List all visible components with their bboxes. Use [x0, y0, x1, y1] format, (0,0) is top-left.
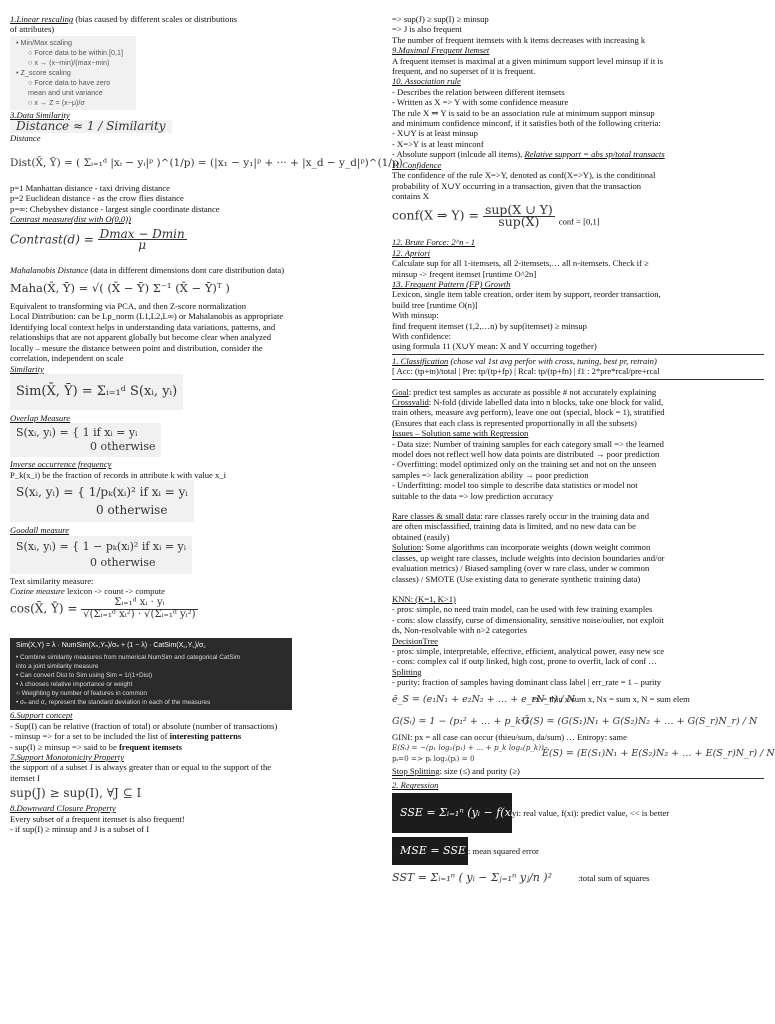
formula-lhs: cos(X̄, Ȳ) = — [10, 601, 78, 616]
bullet-item: • Combine similarity measures from numerical NumSim and categorical CatSim — [16, 654, 241, 662]
text-line: locally – mesure the distance between point and distribution, consider the — [10, 342, 263, 353]
metrics-line: [ Acc: (tp+tn)/total | Pre: tp/(tp+fp) | Rcal: tp/(tp+fn) | f1 : 2*pre*rcal/pre+rcal — [392, 366, 660, 377]
text-line: The number of frequent itemsets with k items decreases with increasing k — [392, 34, 646, 45]
confidence-fraction — [483, 202, 555, 229]
goodall-formula — [10, 536, 192, 574]
text-line: - sup(I) ≥ minsup => said to be frequent itemsets — [10, 741, 183, 752]
text-line: Goal: predict test samples as accurate as possible # not accurately explaining — [392, 386, 657, 397]
cosine-formula — [10, 596, 378, 636]
text-line: find frequent itemset (1,2,…n) by sup(itemset) ≥ minsup — [392, 320, 587, 331]
text-line: frequent, and no superset of it is frequent. — [392, 66, 536, 77]
text-line: evaluation metrics) / Biased sampling (over w rare class, under w common — [392, 563, 650, 574]
entropy-note: pᵢ=0 => pᵢ log₂(pᵢ) = 0 — [392, 753, 475, 763]
text-line: Stop Splitting: size (≤) and purity (≥) — [392, 765, 520, 776]
text-line: train others, measure avg perform), leave one out (special, block = 1), stratified — [392, 407, 665, 418]
sst-row — [392, 866, 764, 890]
mahalanobis-heading: Mahalanobis Distance (data in different dimensions dont care distribution data) — [10, 264, 285, 275]
bullet-item: ○ Force data to have zero — [28, 77, 111, 87]
data-similarity-title: 3.Data Similarity — [10, 109, 70, 120]
denominator: sup(X) — [498, 213, 540, 229]
overlap-title: Overlap Measure — [10, 412, 71, 423]
text-line: Equivalent to transforming via PCA, and then Z-score normalization — [10, 301, 247, 312]
text-line: Every subset of a frequent itemset is also frequent! — [10, 813, 185, 824]
contrast-title: Contrast measure(dist with O(0,0)) — [10, 214, 131, 225]
text-line: With confidence: — [392, 330, 452, 341]
combined-similarity-figure — [10, 638, 292, 710]
contrast-formula — [10, 225, 378, 265]
mse-formula: MSE = SSE / n — [392, 837, 468, 865]
text-line: - Describes the relation between different itemsets — [392, 86, 565, 97]
similarity-title: Similarity — [10, 363, 44, 374]
decision-tree-title: DecisionTree — [392, 635, 438, 646]
regression-title: 2. Regression — [392, 780, 439, 791]
monotonicity-title: 7.Support Monotonicity Property — [10, 751, 125, 762]
section-title: Cozine measure — [10, 585, 65, 596]
monotonicity-formula: sup(J) ≥ sup(I), ∀J ⊆ I — [10, 786, 142, 801]
bullet-item: ○ Weighting by number of features in common — [16, 690, 147, 698]
section-divider — [392, 778, 764, 779]
bullet-item: • σₙ and σ꜀ represent the standard deviation in each of the measures — [16, 699, 211, 707]
text-line: => J is also frequent — [392, 24, 462, 35]
text-line: Crossvalid: N-fold (divide labelled data into n blocks, take one block for valid, — [392, 397, 664, 407]
knn-title: KNN: (K=1, K>1) — [392, 593, 456, 604]
text-line: relationships that are not apparent globally but become clear when analyzed — [10, 332, 272, 343]
text-line: - Overfitting: model optimized only on the training set and not on the unseen — [392, 459, 657, 470]
goodall-title: Goodall measure — [10, 525, 70, 536]
formula-line: S(xᵢ, yᵢ) = { 1 if xᵢ = yᵢ — [16, 426, 138, 440]
section-title: 1.Linear rescaling — [10, 14, 74, 24]
text-line: Local Distribution: can be Lp_norm (L1,L2,L∞) or Mahalanobis as appropriate — [10, 311, 284, 322]
text-line: With minsup: — [392, 310, 439, 321]
numerator: sup(X ∪ Y) — [484, 202, 553, 218]
denominator: μ — [138, 238, 147, 253]
text-line: probability of X∪Y occurring in a transaction, given that the transaction — [392, 180, 642, 191]
text-line: of attributes) — [10, 24, 55, 35]
apriori-title: 12. Apriori — [392, 247, 431, 258]
text-line: samples => lack generalization ability → poor prediction — [392, 469, 589, 480]
cosine-heading: Cozine measure lexicon -> count -> compute — [10, 585, 165, 596]
numerator: Dmax − Dmin — [99, 226, 185, 241]
inverse-formula — [10, 480, 194, 522]
formula-note: ex = thiu x/sum x, Nx = sum x, N = sum elem — [532, 693, 690, 704]
confidence-formula — [392, 201, 764, 237]
fp-growth-title: 13. Frequent Pattern (FP) Growth — [392, 278, 511, 289]
linear-rescaling-heading: 1.Linear rescaling (bias caused by different scales or distributions — [10, 14, 237, 24]
formula-line: Sim(X,Y) = λ · NumSim(Xₙ,Yₙ)/σₙ + (1 − λ) · CatSim(X꜀,Y꜀)/σ꜀ — [16, 642, 206, 650]
bullet-item: ○ x → Z = (x−μ)/σ — [28, 97, 85, 107]
text-line: - X=>Y is at least minconf — [392, 138, 484, 149]
confidence-range: conf = [0,1] — [558, 216, 600, 227]
bullet-item: • Z_score scaling — [16, 67, 71, 77]
text-line: - cons: complex cal if outp linked, high cost, prone to overfit, lack of conf … — [392, 656, 657, 667]
confidence-title: 11.Confidence — [392, 159, 442, 170]
splitting-title: Splitting — [392, 666, 422, 677]
formula-lhs: conf(X ⇒ Y) = — [392, 207, 479, 223]
overlap-formula — [10, 423, 161, 457]
sse-formula: SSE = Σᵢ₌₁ⁿ (yᵢ − f(xᵢ))² — [392, 793, 512, 833]
mse-row — [392, 836, 764, 866]
text-line: p=1 Manhattan distance - taxi driving distance — [10, 183, 170, 194]
text-line: model does not reflect well how data points are distributed → poor prediction — [392, 449, 660, 460]
text-line: are often misclassified, training data is limited, and no new data can be — [392, 521, 636, 532]
text-line: p=∞: Chebyshev distance - largest single coordinate distance — [10, 203, 220, 214]
numerator: Σᵢ₌₁ᵈ xᵢ · yᵢ — [81, 598, 197, 609]
text-line: build tree [runtime O(n)] — [392, 299, 478, 310]
text-line: The confidence of the rule X=>Y, denoted as conf(X=>Y), is the conditional — [392, 170, 656, 181]
downward-closure-title: 8.Downward Closure Property — [10, 803, 116, 814]
text-line: - Written as X => Y with some confidence measure — [392, 97, 569, 108]
gini-formula-row — [392, 710, 764, 732]
text-line: the support of a subset J is always greater than or equal to the support of the — [10, 762, 272, 773]
text-line: classes) / SMOTE (Use existing data to generate synthetic training data) — [392, 573, 641, 584]
text-line: - Sup(I) can be relative (fraction of total) or absolute (number of transactions) — [10, 720, 278, 731]
bullet-item: ○ x → (x−min)/(max−min) — [28, 57, 110, 67]
text-line: GINI: px = all case can occur (thieu/sum, da/sum) … Entropy: same — [392, 731, 627, 742]
sim-sum-formula: Sim(X̄, Ȳ) = Σᵢ₌₁ᵈ S(xᵢ, yᵢ) — [10, 374, 183, 410]
formula-note: : mean squared error — [468, 845, 539, 856]
text-line: P_k(x_i) be the fraction of records in attribute k with value x_i — [10, 469, 226, 480]
left-column — [10, 14, 403, 834]
brute-force-title: 12. Brute Force: 2^n - 1 — [392, 237, 476, 248]
text-line: itemset I — [10, 772, 40, 783]
text-line: - Underfitting: model too simple to describe data statistics or model not — [392, 480, 638, 491]
bullet-item: • λ chooses relative importance or weight — [16, 681, 133, 689]
right-column — [392, 14, 775, 890]
bullet-item: • Min/Max scaling — [16, 37, 73, 47]
cosine-fraction — [81, 598, 197, 620]
text-line: Identifying local context helps in understanding data variations, patterns, and — [10, 321, 276, 332]
formula-line: 0 otherwise — [90, 440, 156, 454]
weighted-gini-formula: Ḡ(S) = (G(S₁)N₁ + G(S₂)N₂ + … + G(S_r)N_r) / N — [522, 715, 758, 727]
text-line: suitable to the data => low prediction accuracy — [392, 490, 554, 501]
sse-row — [392, 791, 764, 835]
bullet-item: ○ Force data to be within [0,1] — [28, 47, 124, 57]
formula-note: yi: real value, f(xi): predict value, << is better — [512, 807, 670, 818]
formula-line: S(xᵢ, yᵢ) = { 1 − pₖ(xᵢ)² if xᵢ = yᵢ — [16, 539, 186, 553]
text-line: ds, Non-resolvable with n>2 categories — [392, 625, 527, 636]
weighted-entropy-formula: Ē(S) = (E(S₁)N₁ + E(S₂)N₂ + … + E(S_r)N_r) / N — [542, 747, 775, 759]
text-line: contains X — [392, 190, 429, 201]
support-concept-title: 6.Support concept — [10, 710, 73, 721]
text-line: => sup(J) ≥ sup(I) ≥ minsup — [392, 14, 489, 24]
association-rule-title: 10. Association rule — [392, 76, 461, 87]
formula-line: S(xᵢ, yᵢ) = { 1/pₖ(xᵢ)² if xᵢ = yᵢ — [16, 485, 188, 500]
text-line: Text similarity measure: — [10, 575, 94, 586]
error-formula-row — [392, 688, 764, 710]
entropy-formula-row — [392, 742, 775, 766]
section-divider — [392, 354, 764, 355]
text-line: - minsup => for a set to be included the list of interesting patterns — [10, 731, 242, 742]
text-line: Issues – Solution same with Regression — [392, 428, 529, 439]
distance-label: Distance — [10, 132, 41, 143]
text-line: Calculate sup for all 1-itemsets, all 2-itemsets,… all n-itemsets. Check if ≥ — [392, 258, 649, 269]
formula-note: :total sum of squares — [578, 872, 650, 883]
text-line: using formula 11 (X∪Y mean: X and Y occurring together) — [392, 341, 597, 352]
text-line: Rare classes & small data: rare classes rarely occur in the training data and — [392, 511, 649, 522]
section-title: 1. Classification — [392, 355, 449, 366]
mahalanobis-formula: Maha(X̄, Ȳ) = √( (X̄ − Ȳ) Σ⁻¹ (X̄ − Ȳ)ᵀ ) — [10, 281, 230, 296]
gini-formula: G(Sᵢ) = 1 − (p₁² + … + p_k²) — [392, 715, 529, 727]
inverse-occurrence-title: Inverse occurrence frequency — [10, 459, 112, 470]
distance-similarity-formula: Distance ≈ 1 / Similarity — [10, 120, 172, 132]
section-title: Mahalanobis Distance — [10, 264, 89, 275]
denominator: √(Σᵢ₌₁ᵈ xᵢ²) · √(Σᵢ₌₁ᵈ yᵢ²) — [83, 608, 196, 620]
bullet-item: mean and unit variance — [28, 87, 103, 97]
entropy-formula: E(Sᵢ) = −(p₁ log₂(p₁) + … + p_k log₂(p_k)) — [392, 742, 544, 752]
minkowski-formula: Dist(X̄, Ȳ) = ( Σᵢ₌₁ᵈ |xᵢ − yᵢ|ᵖ )^(1/p) = (|x₁ − y₁|ᵖ + ··· + |x_d − y_d|ᵖ)^(1/p) — [10, 157, 403, 170]
error-rate-formula: ē_S = (e₁N₁ + e₂N₂ + … + e_rN_r) / N — [392, 693, 575, 705]
formula-lhs: Contrast(d) = — [10, 232, 94, 247]
classification-heading: 1. Classification (chose val 1st avg perfor with cross, tuning, best pr, retrain) — [392, 355, 657, 366]
text-line: - pros: simple, interpretable, effective, efficient, analytical power, easy new sce — [392, 645, 665, 656]
text-line: The rule X ⇒ Y is said to be an association rule at minimum support minsup — [392, 107, 655, 118]
text-line: - if sup(I) ≥ minsup and J is a subset of I — [10, 824, 150, 834]
text-line: - purity: fraction of samples having dominant class label | err_rate = 1 – purity — [392, 677, 662, 688]
text-line: obtained (easily) — [392, 531, 450, 542]
text-line: - Absolute support (inlcude all items), Relative support = abs sp/total transacts — [392, 149, 665, 160]
text-line: Solution: Some algorithms can incorporate weights (down weight common — [392, 542, 651, 553]
bullet-item: into a joint similarity measure — [16, 663, 99, 671]
text-line: and minimum confidence minconf, if it satisfies both of the following criteria: — [392, 118, 661, 129]
sst-formula: SST = Σᵢ₌₁ⁿ ( yᵢ − Σⱼ₌₁ⁿ yⱼ/n )² — [392, 870, 552, 884]
text-line: A frequent itemset is maximal at a given minimum support level minsup if it is — [392, 55, 664, 66]
text-line: Lexicon, single item table creation, order item by support, reorder transaction, — [392, 289, 661, 300]
contrast-fraction — [98, 226, 187, 253]
text-line: correlation, independent on scale — [10, 353, 124, 364]
text-line: (Ensures that each class is represented proportionally in all the subsets) — [392, 417, 637, 428]
scaling-bullets-figure — [10, 36, 136, 110]
text-line: - pros: simple, no need train model, can be used with few training examples — [392, 604, 653, 615]
text-line: - Data size: Number of training samples for each category small => the learned — [392, 438, 664, 449]
section-divider — [392, 379, 764, 380]
formula-line: 0 otherwise — [90, 555, 156, 569]
text-line: p=2 Euclidean distance - as the crow flies distance — [10, 193, 184, 204]
text-line: - cons: slow classify, curse of dimensionality, sensitive noise/oulier, not exploit — [392, 614, 664, 625]
formula-line: 0 otherwise — [96, 503, 168, 518]
bullet-item: • Can convert Dist to Sim using Sim = 1/(1+Dist) — [16, 672, 153, 680]
text-line: classes, up weight rare classes, include weights into decision boundaries and/or — [392, 552, 665, 563]
maximal-frequent-title: 9.Maximal Frequent Itemset — [392, 45, 490, 56]
text-line: - X∪Y is at least minsup — [392, 128, 478, 139]
text-line: minsup -> freqent itemset [runtime O^2n] — [392, 268, 537, 279]
